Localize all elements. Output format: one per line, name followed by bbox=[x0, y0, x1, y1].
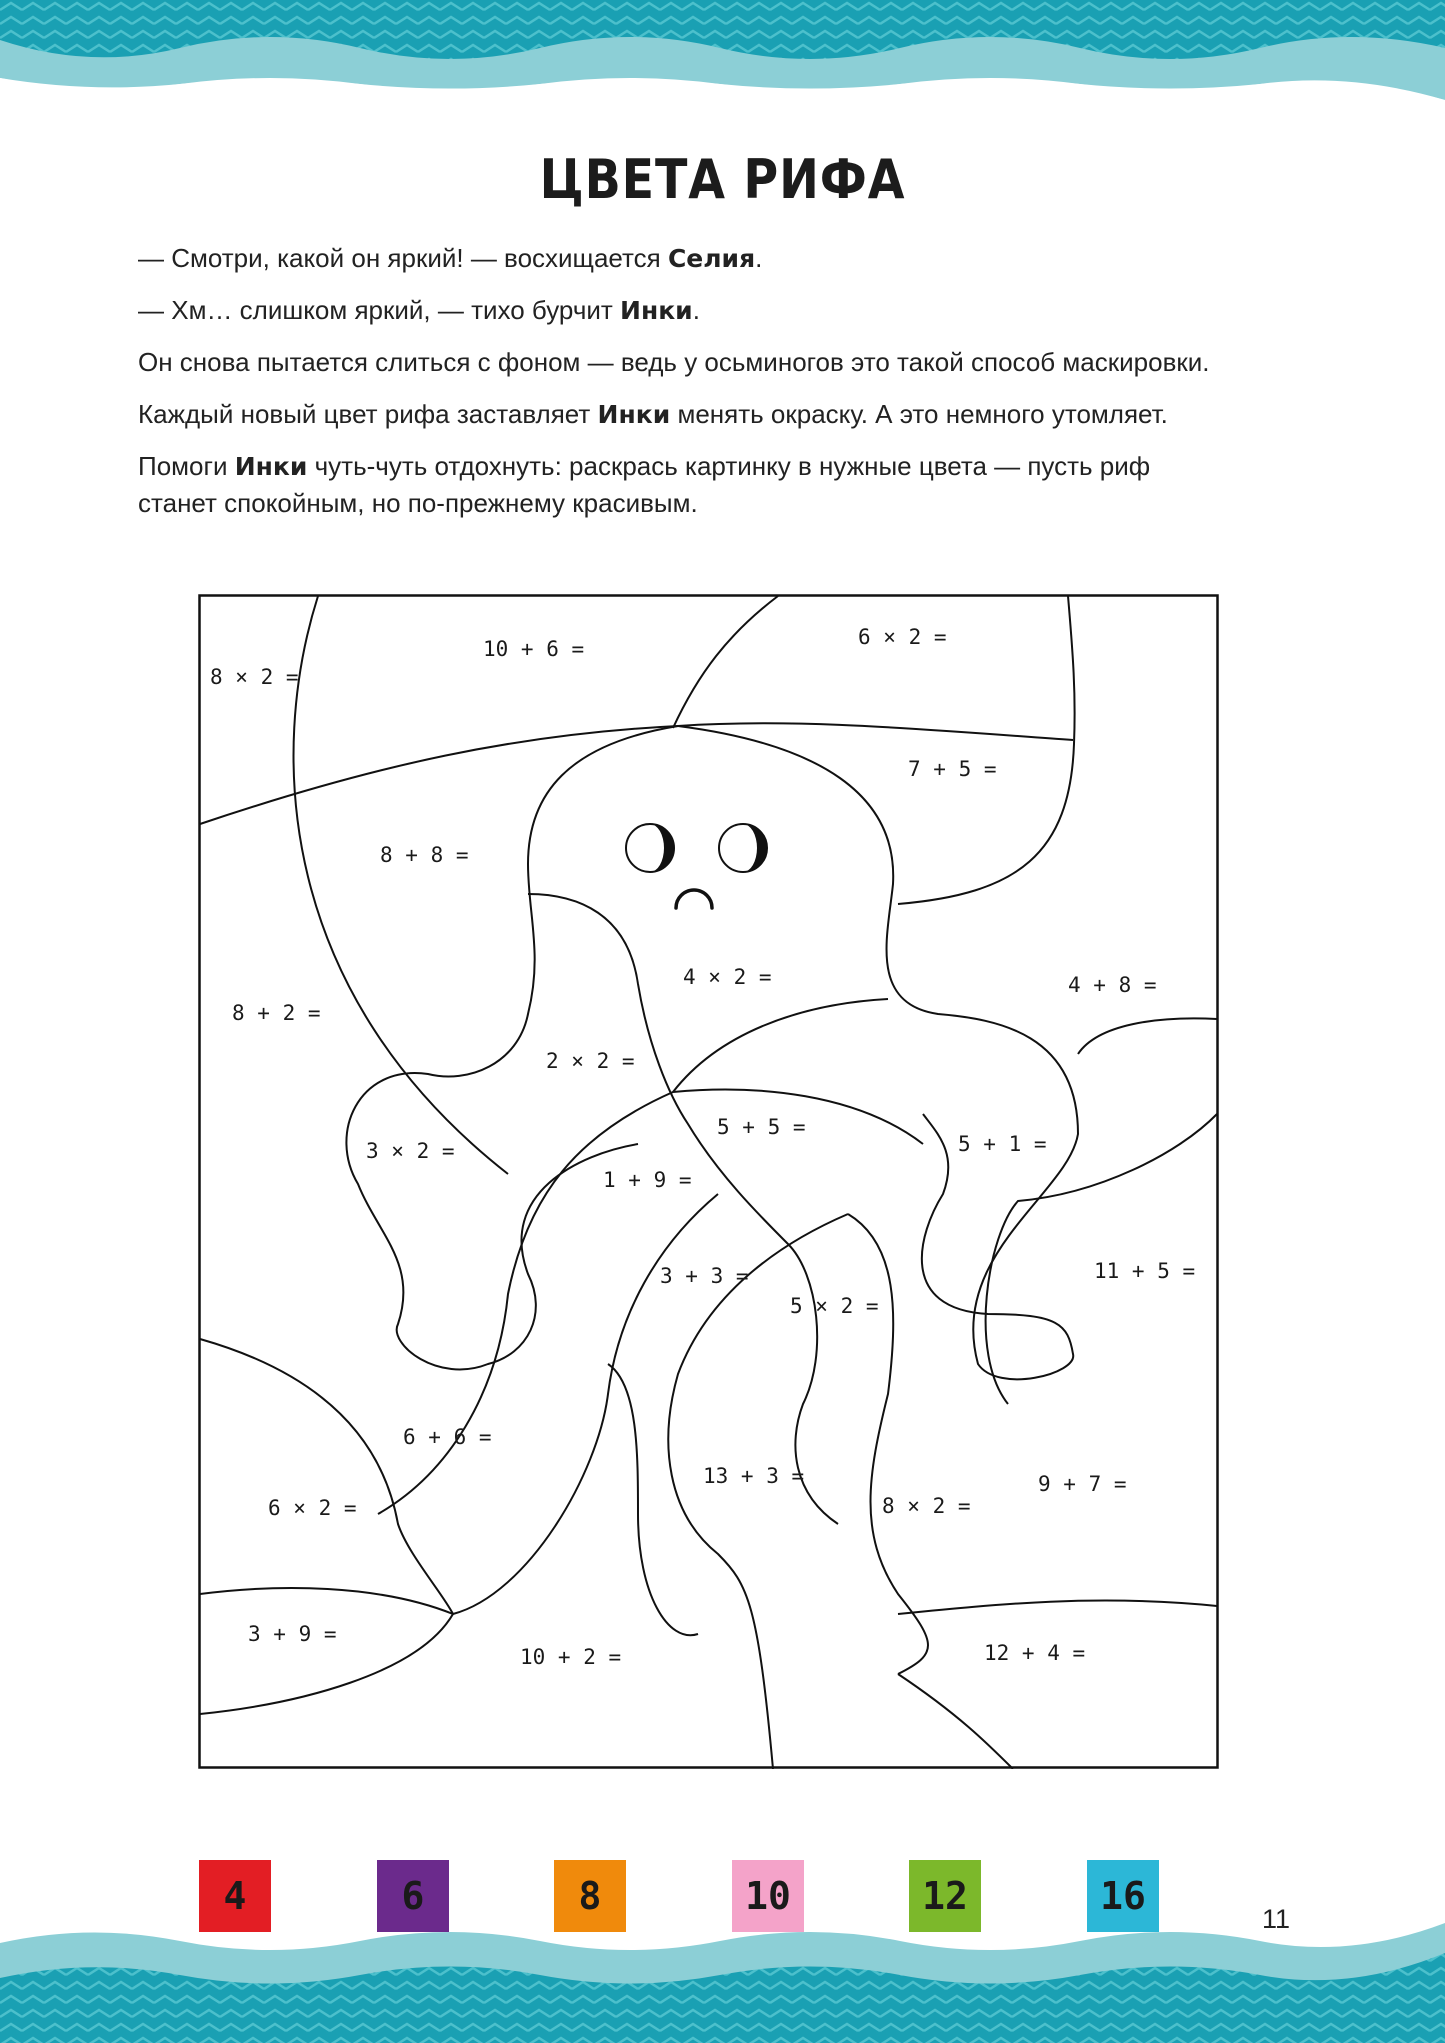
expression-label: 8 × 2 = bbox=[882, 1494, 971, 1518]
expression-label: 10 + 6 = bbox=[483, 637, 585, 661]
bottom-wave-decoration bbox=[0, 1923, 1445, 2043]
expression-label: 3 + 9 = bbox=[248, 1622, 337, 1646]
expression-label: 4 × 2 = bbox=[683, 965, 772, 989]
expression-label: 6 × 2 = bbox=[858, 625, 947, 649]
expression-label: 8 + 2 = bbox=[232, 1001, 321, 1025]
expression-label: 5 + 1 = bbox=[958, 1132, 1047, 1156]
color-legend bbox=[199, 1860, 1159, 1932]
legend-value: 10 bbox=[745, 1874, 791, 1918]
expression-label: 2 × 2 = bbox=[546, 1049, 635, 1073]
legend-swatch-blue bbox=[1087, 1860, 1159, 1932]
expression-label: 13 + 3 = bbox=[703, 1464, 805, 1488]
legend-value: 16 bbox=[1100, 1874, 1146, 1918]
expression-label: 12 + 4 = bbox=[984, 1641, 1086, 1665]
story-text bbox=[138, 240, 1318, 537]
legend-value: 8 bbox=[578, 1874, 602, 1918]
legend-value: 12 bbox=[922, 1874, 968, 1918]
expression-label: 7 + 5 = bbox=[908, 757, 997, 781]
expression-label: 9 + 7 = bbox=[1038, 1472, 1127, 1496]
expression-label: 5 + 5 = bbox=[717, 1115, 806, 1139]
legend-swatch-purple bbox=[377, 1860, 449, 1932]
dialogue-line-1: — Смотри, какой он яркий! — восхищается Селия. bbox=[138, 243, 763, 273]
expression-label: 5 × 2 = bbox=[790, 1294, 879, 1318]
paragraph-3: Он снова пытается слиться с фоном — ведь у осьминогов это такой способ маскировки. bbox=[138, 347, 1210, 377]
expression-label: 4 + 8 = bbox=[1068, 973, 1157, 997]
expression-label: 3 + 3 = bbox=[660, 1264, 749, 1288]
dialogue-line-2: — Хм… слишком яркий, — тихо бурчит Инки. bbox=[138, 295, 700, 325]
expression-label: 8 × 2 = bbox=[210, 665, 299, 689]
expression-label: 10 + 2 = bbox=[520, 1645, 622, 1669]
legend-swatch-orange bbox=[554, 1860, 626, 1932]
expression-label: 6 × 2 = bbox=[268, 1496, 357, 1520]
legend-swatch-red bbox=[199, 1860, 271, 1932]
expression-label: 8 + 8 = bbox=[380, 843, 469, 867]
top-wave-decoration bbox=[0, 0, 1445, 110]
paragraph-4: Каждый новый цвет рифа заставляет Инки менять окраску. А это немного утомляет. bbox=[138, 399, 1168, 429]
expression-label: 3 × 2 = bbox=[366, 1139, 455, 1163]
expression-label: 1 + 9 = bbox=[603, 1168, 692, 1192]
expression-label: 11 + 5 = bbox=[1094, 1259, 1196, 1283]
coloring-picture bbox=[198, 594, 1219, 1769]
expression-label: 6 + 6 = bbox=[403, 1425, 492, 1449]
page-number: 11 bbox=[1262, 1904, 1291, 1934]
legend-swatch-pink bbox=[732, 1860, 804, 1932]
page-title: ЦВЕТА РИФА bbox=[539, 148, 906, 211]
legend-swatch-green bbox=[909, 1860, 981, 1932]
legend-value: 6 bbox=[401, 1874, 425, 1918]
coloring-outline bbox=[198, 594, 1219, 1769]
paragraph-5: Помоги Инки чуть-чуть отдохнуть: раскрась картинку в нужные цвета — пусть риф станет спокойным, но по-прежнему красивым. bbox=[138, 451, 1151, 518]
legend-value: 4 bbox=[223, 1874, 247, 1918]
